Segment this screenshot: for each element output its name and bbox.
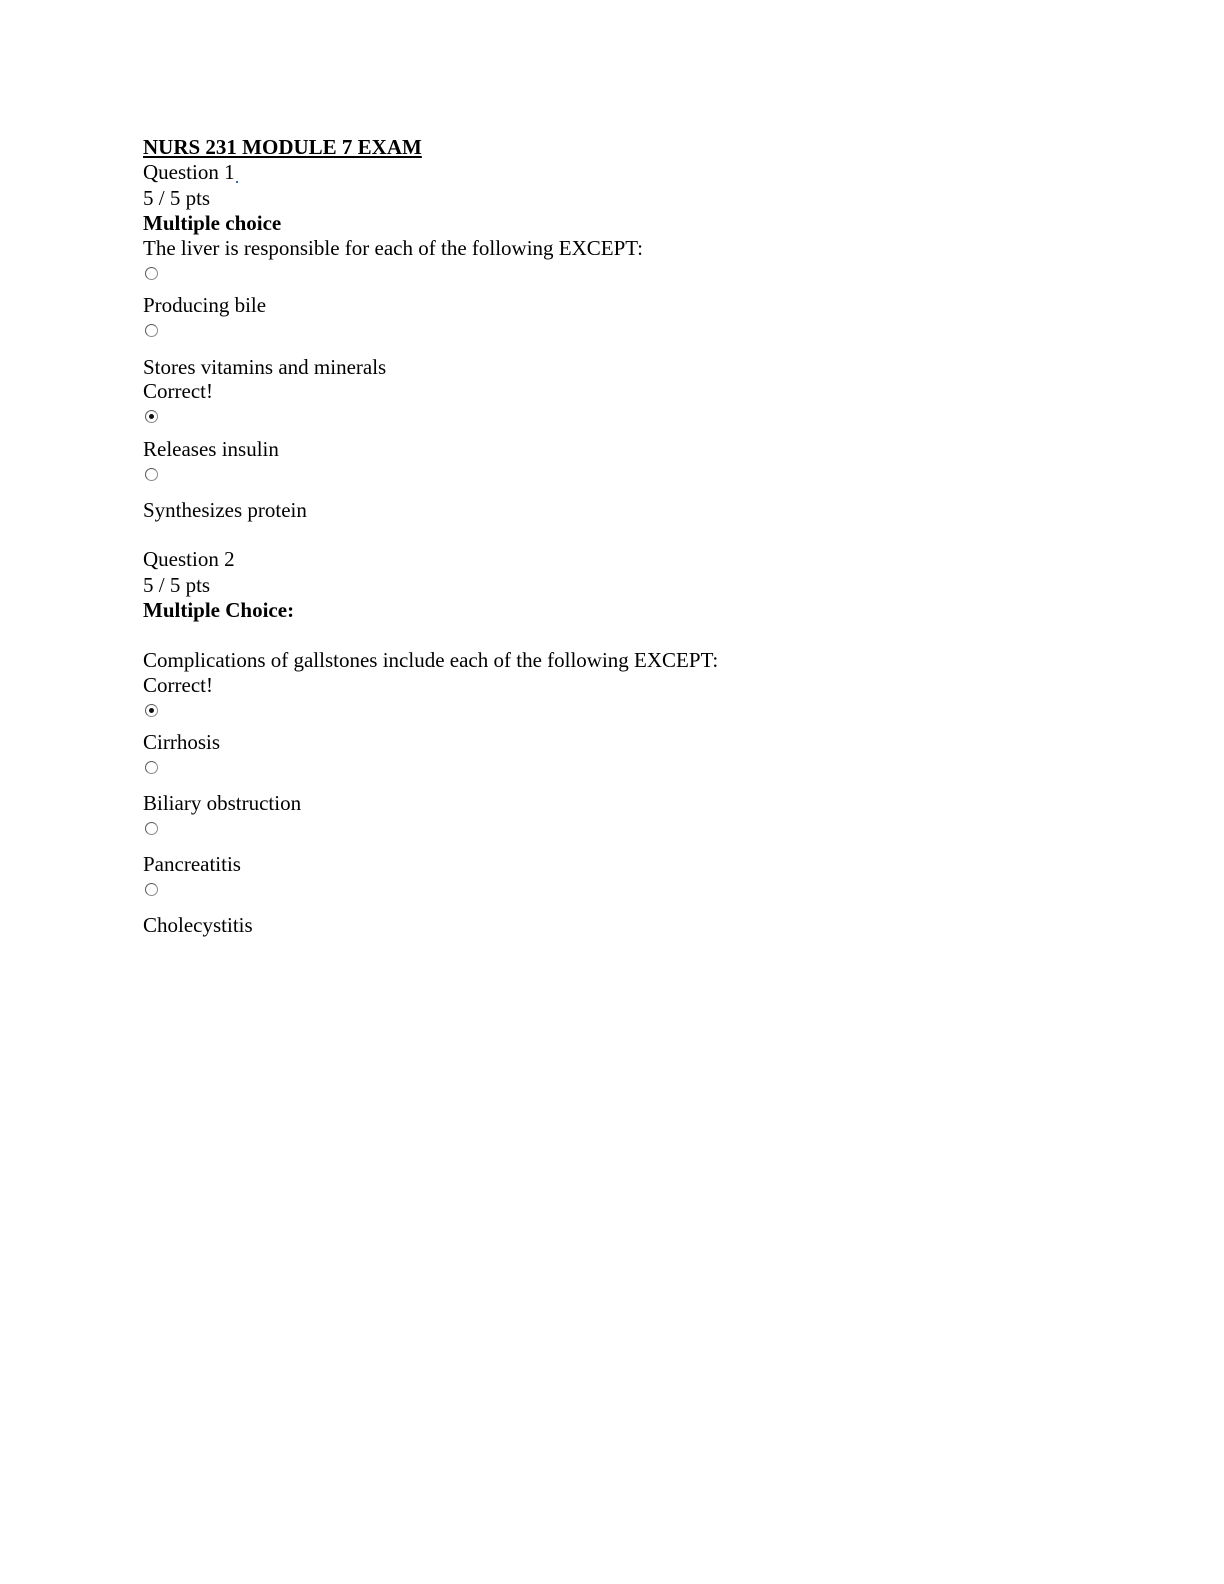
question-1-points: 5 / 5 pts [143,186,211,210]
question-2-option-4-radio[interactable] [145,883,158,896]
question-2-type: Multiple Choice: [143,598,295,622]
document-title: NURS 231 MODULE 7 EXAM [143,135,422,159]
question-2-prompt: Complications of gallstones include each of the following EXCEPT: [143,648,719,672]
cursor-mark [236,181,238,183]
question-2-label: Question 2 [143,547,235,571]
question-1-option-1-label: Producing bile [143,293,267,317]
question-2-points: 5 / 5 pts [143,573,211,597]
question-1-option-1-radio[interactable] [145,267,158,280]
question-2-option-4-label: Cholecystitis [143,913,253,937]
question-2-option-3-label: Pancreatitis [143,852,241,876]
question-2-option-1-label: Cirrhosis [143,730,221,754]
question-2-option-3-radio[interactable] [145,822,158,835]
question-1-option-3-radio[interactable] [145,410,158,423]
question-1-option-4-label: Synthesizes protein [143,498,307,522]
question-1-feedback: Correct! [143,379,213,403]
question-2-option-1-radio[interactable] [145,704,158,717]
question-1-option-4-radio[interactable] [145,468,158,481]
question-2-option-2-label: Biliary obstruction [143,791,302,815]
question-2-feedback: Correct! [143,673,213,697]
question-1-option-2-radio[interactable] [145,324,158,337]
question-1-prompt: The liver is responsible for each of the following EXCEPT: [143,236,643,260]
question-1-type: Multiple choice [143,211,282,235]
question-1-label: Question 1 [143,160,235,184]
question-1-option-2-label: Stores vitamins and minerals [143,355,387,379]
question-2-option-2-radio[interactable] [145,761,158,774]
question-1-option-3-label: Releases insulin [143,437,279,461]
